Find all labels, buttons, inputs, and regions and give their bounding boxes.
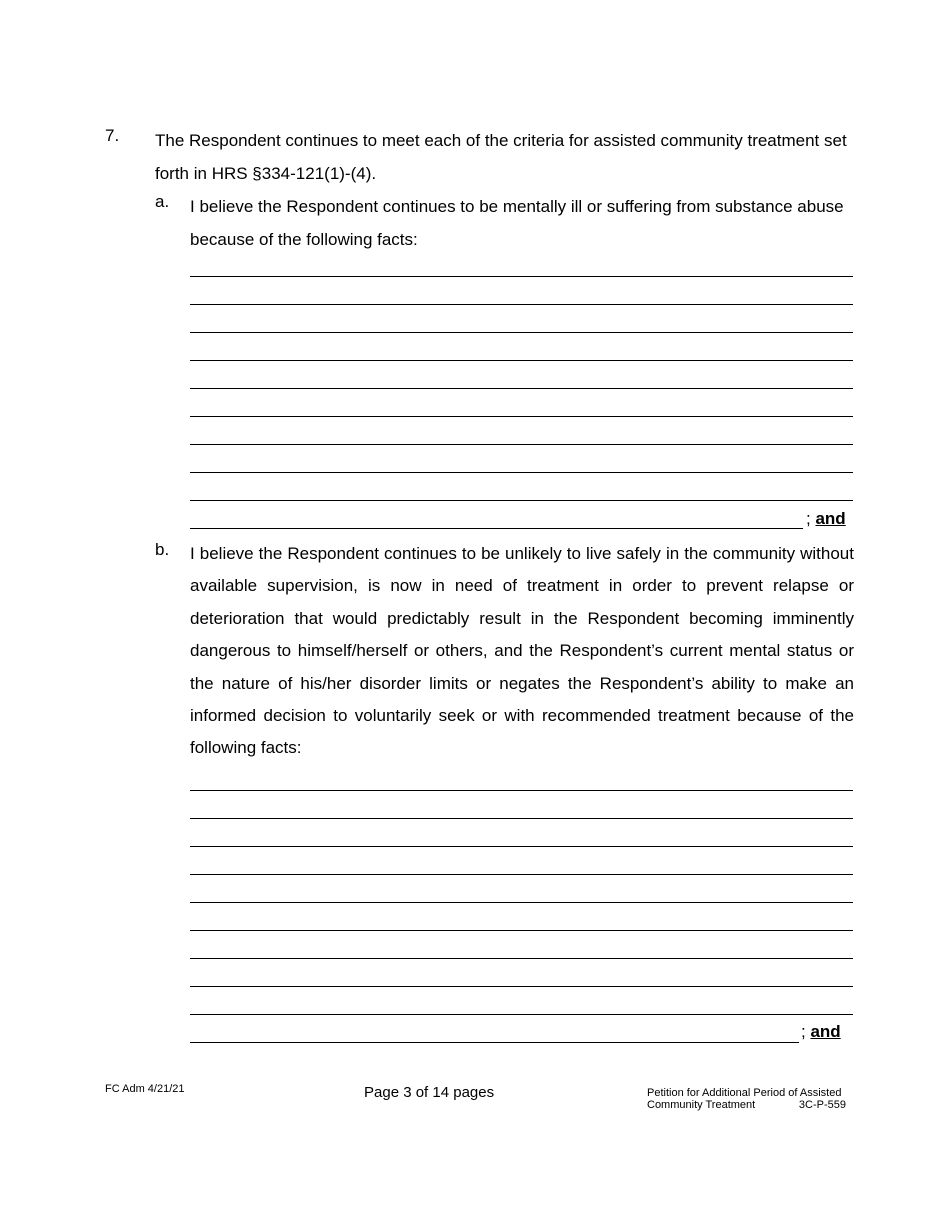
answer-line-a-10[interactable] — [190, 528, 803, 529]
footer-form-version: FC Adm 4/21/21 — [105, 1083, 185, 1095]
answer-line-b-7[interactable] — [190, 958, 853, 959]
answer-line-b-2[interactable] — [190, 818, 853, 819]
footer-title-row2 — [647, 1099, 852, 1111]
answer-line-a-6[interactable] — [190, 416, 853, 417]
answer-line-a-5[interactable] — [190, 388, 853, 389]
item-b-tail-sep: ; — [801, 1022, 806, 1041]
item-a-tail-sep: ; — [806, 509, 811, 528]
item-b-text: I believe the Respondent continues to be unlikely to live safely in the community without available supervision, is now in need of treatment in order to prevent relapse or deterioration that would predictably result in the Respondent becoming imminently dangerous to himself/herself or others, and the Respondent’s current mental status or the nature of his/her disorder limits or negates the Respondent’s ability to make an informed decision to voluntarily seek or with recommended treatment because of the following facts: — [190, 544, 854, 758]
answer-line-b-4[interactable] — [190, 874, 853, 875]
item-b-marker: b. — [155, 540, 170, 559]
answer-line-b-5[interactable] — [190, 902, 853, 903]
item-b-tail — [801, 1022, 841, 1042]
footer-page-number: Page 3 of 14 pages — [364, 1084, 495, 1101]
item-7-number: 7. — [105, 126, 120, 145]
footer-title-line1: Petition for Additional Period of Assisted — [647, 1087, 842, 1099]
answer-line-b-3[interactable] — [190, 846, 853, 847]
answer-line-b-6[interactable] — [190, 930, 853, 931]
item-b-tail-and: and — [810, 1022, 841, 1041]
item-a-marker: a. — [155, 192, 170, 211]
answer-line-a-3[interactable] — [190, 332, 853, 333]
answer-line-a-1[interactable] — [190, 276, 853, 277]
answer-line-a-8[interactable] — [190, 472, 853, 473]
item-a-text: I believe the Respondent continues to be mentally ill or suffering from substance abuse because of the following facts: — [190, 197, 844, 249]
footer-form-number: 3C-P-559 — [798, 1099, 846, 1111]
answer-line-b-1[interactable] — [190, 790, 853, 791]
answer-line-b-10[interactable] — [190, 1042, 799, 1043]
footer-form-title — [647, 1087, 852, 1111]
item-a-tail-and: and — [815, 509, 846, 528]
answer-line-a-2[interactable] — [190, 304, 853, 305]
answer-line-a-7[interactable] — [190, 444, 853, 445]
answer-line-a-9[interactable] — [190, 500, 853, 501]
item-a-tail — [806, 509, 846, 529]
answer-line-b-9[interactable] — [190, 1014, 853, 1015]
footer-title-line2: Community Treatment — [647, 1099, 756, 1111]
item-7-text: The Respondent continues to meet each of the criteria for assisted community treatment set forth in HRS §334-121(1)-(4). — [155, 131, 847, 183]
answer-line-a-4[interactable] — [190, 360, 853, 361]
answer-line-b-8[interactable] — [190, 986, 853, 987]
